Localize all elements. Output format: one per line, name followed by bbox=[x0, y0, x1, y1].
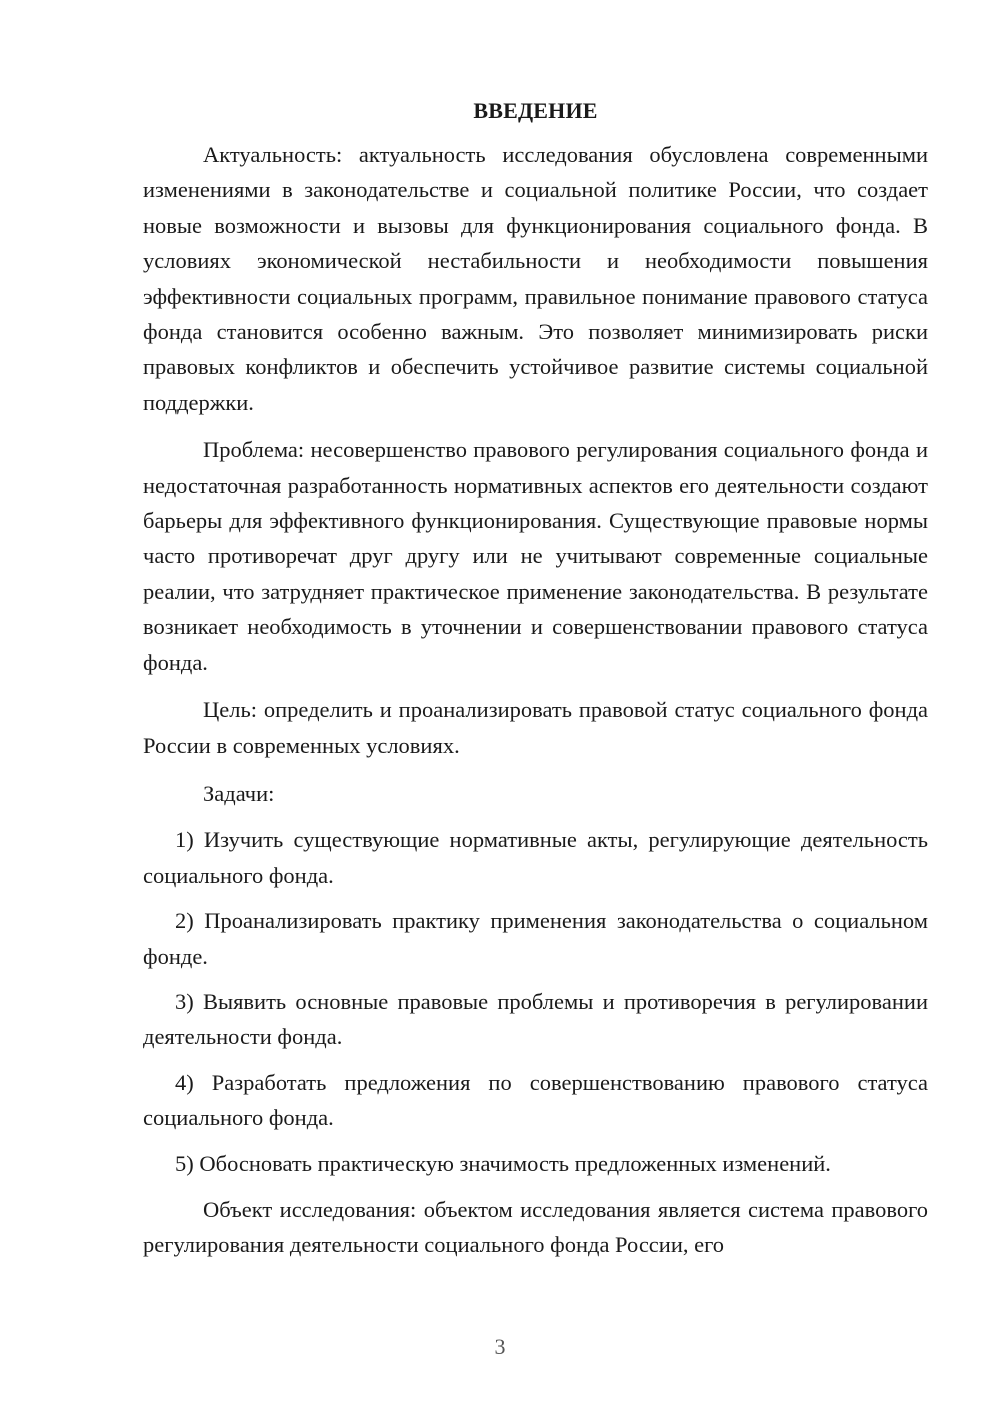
document-page bbox=[143, 95, 928, 1263]
task-item-2: 2) Проанализировать практику применения законодательства о социальном фонде. bbox=[143, 908, 928, 969]
page-number: 3 bbox=[494, 1334, 506, 1359]
paragraph-object: Объект исследования: объектом исследования является система правового регулирования деятельности социального фонда России, его bbox=[143, 1196, 928, 1258]
paragraph-relevance: Актуальность: актуальность исследования обусловлена современными изменениями в законодательстве и социальной политике России, что создает новые возможности и вызовы для функционирования социального фонда. В условиях экономической нестабильности и необходимости повышения эффективности социальных программ, правильное понимание правового статуса фонда становится особенно важным. Это позволяет минимизировать риски правовых конфликтов и обеспечить устойчивое развитие системы социальной поддержки. bbox=[143, 142, 928, 415]
section-title: ВВЕДЕНИЕ bbox=[473, 98, 598, 123]
task-item-4: 4) Разработать предложения по совершенствованию правового статуса социального фонда. bbox=[143, 1069, 928, 1131]
task-item-5: 5) Обосновать практическую значимость предложенных изменений. bbox=[175, 1150, 831, 1176]
tasks-heading: Задачи: bbox=[203, 780, 275, 806]
paragraph-goal: Цель: определить и проанализировать правовой статус социального фонда России в современных условиях. bbox=[143, 697, 928, 758]
paragraph-problem: Проблема: несовершенство правового регулирования социального фонда и недостаточная разработанность нормативных аспектов его деятельности создают барьеры для эффективного функционирования. Существующие правовые нормы часто противоречат друг другу или не учитывают современные социальные реалии, что затрудняет практическое применение законодательства. В результате возникает необходимость в уточнении и совершенствовании правового статуса фонда. bbox=[143, 437, 928, 675]
task-item-3: 3) Выявить основные правовые проблемы и противоречия в регулировании деятельности фонда. bbox=[143, 988, 928, 1050]
task-item-1: 1) Изучить существующие нормативные акты, регулирующие деятельность социального фонда. bbox=[143, 827, 928, 888]
